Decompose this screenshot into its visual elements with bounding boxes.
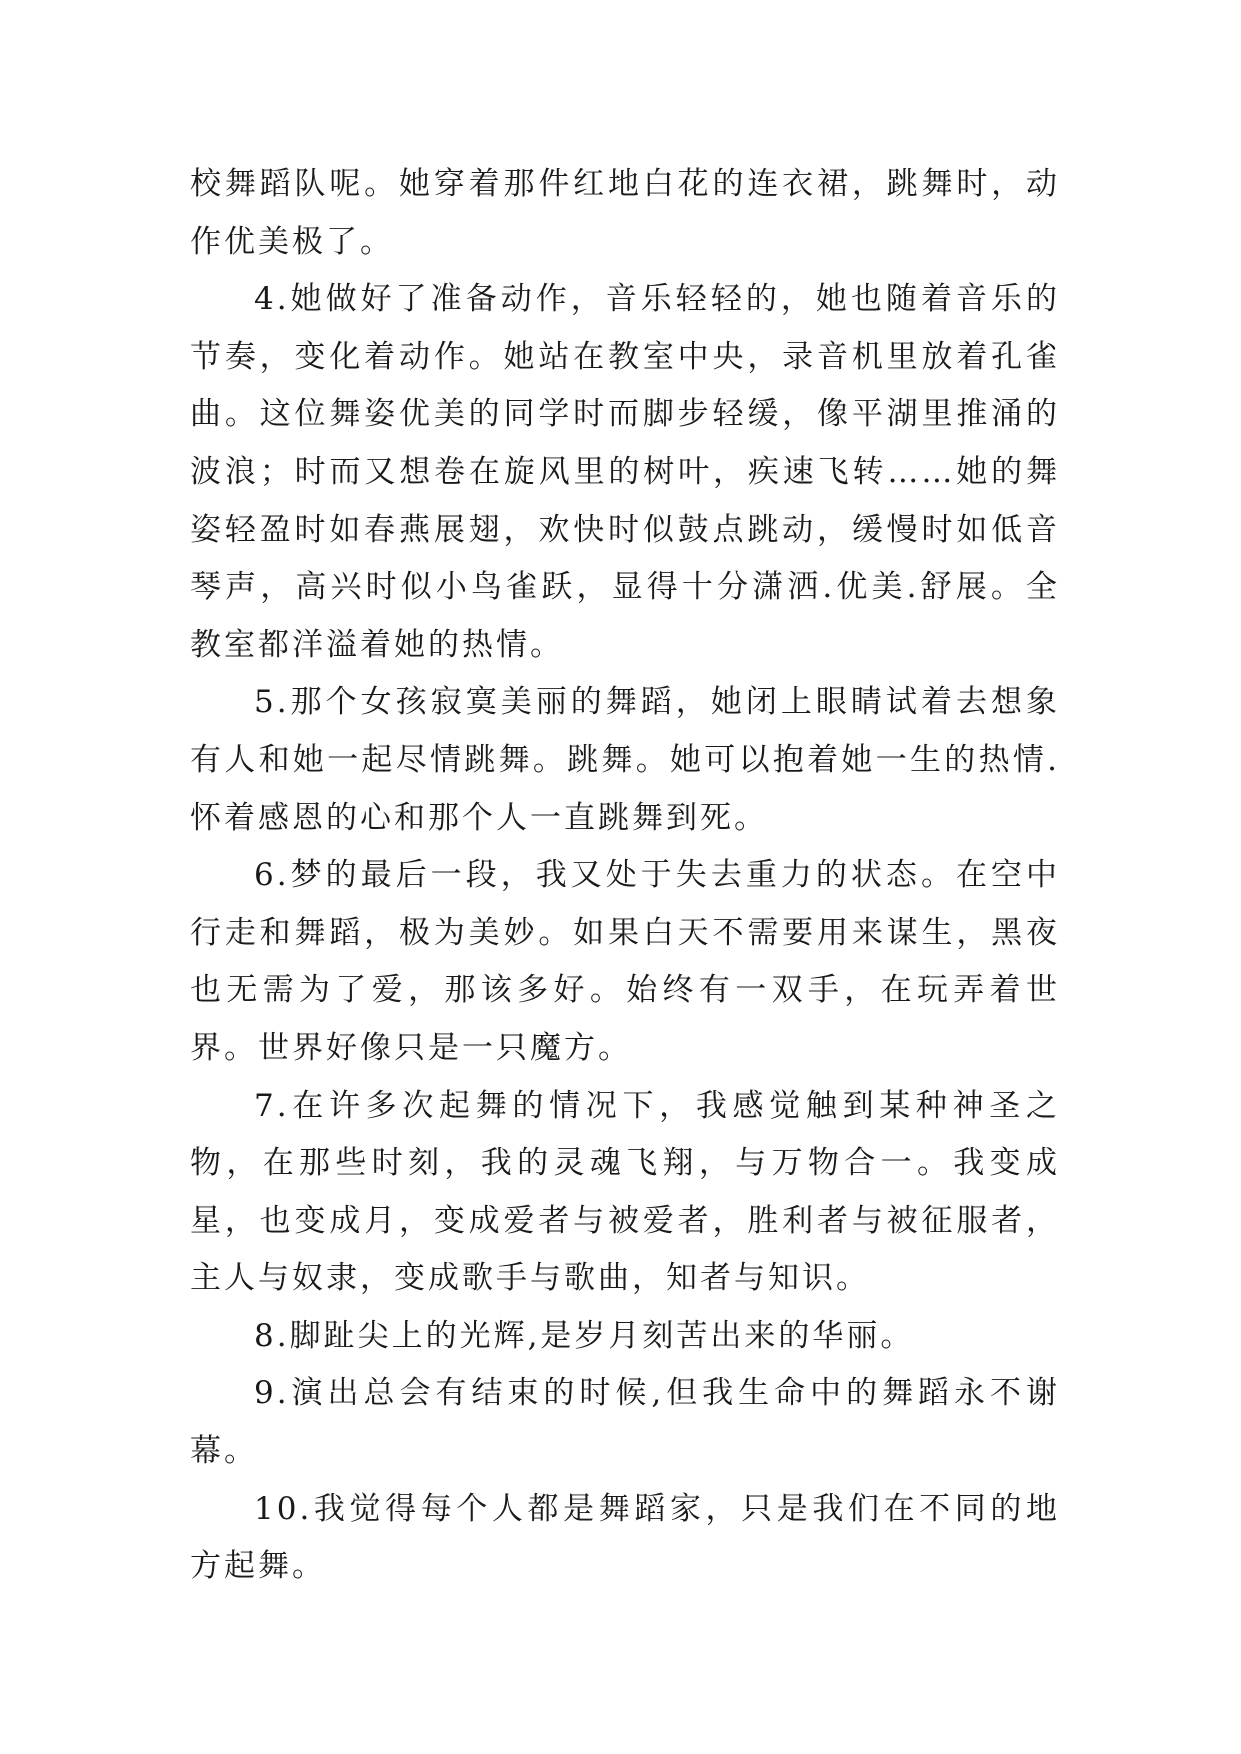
document-body <box>190 156 1060 1596</box>
paragraph-item-6: 6.梦的最后一段，我又处于失去重力的状态。在空中行走和舞蹈，极为美妙。如果白天不需要用来谋生，黑夜也无需为了爱，那该多好。始终有一双手，在玩弄着世界。世界好像只是一只魔方。 <box>190 857 1060 1066</box>
paragraph-item-5: 5.那个女孩寂寞美丽的舞蹈，她闭上眼睛试着去想象有人和她一起尽情跳舞。跳舞。她可以抱着她一生的热情.怀着感恩的心和那个人一直跳舞到死。 <box>190 684 1060 836</box>
paragraph-item-9: 9.演出总会有结束的时候,但我生命中的舞蹈永不谢幕。 <box>190 1375 1060 1470</box>
paragraph-item-7: 7.在许多次起舞的情况下，我感觉触到某种神圣之物，在那些时刻，我的灵魂飞翔，与万物合一。我变成星，也变成月，变成爱者与被爱者，胜利者与被征服者，主人与奴隶，变成歌手与歌曲，知者与知识。 <box>190 1087 1060 1297</box>
paragraph-continuation: 校舞蹈队呢。她穿着那件红地白花的连衣裙，跳舞时，动作优美极了。 <box>190 166 1060 260</box>
paragraph-item-8: 8.脚趾尖上的光辉,是岁月刻苦出来的华丽。 <box>254 1317 915 1354</box>
paragraph-item-10: 10.我觉得每个人都是舞蹈家，只是我们在不同的地方起舞。 <box>190 1490 1060 1585</box>
paragraph-item-4: 4.她做好了准备动作，音乐轻轻的，她也随着音乐的节奏，变化着动作。她站在教室中央，录音机里放着孔雀曲。这位舞姿优美的同学时而脚步轻缓，像平湖里推涌的波浪；时而又想卷在旋风里的树叶，疾速飞转……她的舞姿轻盈时如春燕展翅，欢快时似鼓点跳动，缓慢时如低音琴声，高兴时似小鸟雀跃，显得十分潇洒.优美.舒展。全教室都洋溢着她的热情。 <box>190 281 1060 663</box>
